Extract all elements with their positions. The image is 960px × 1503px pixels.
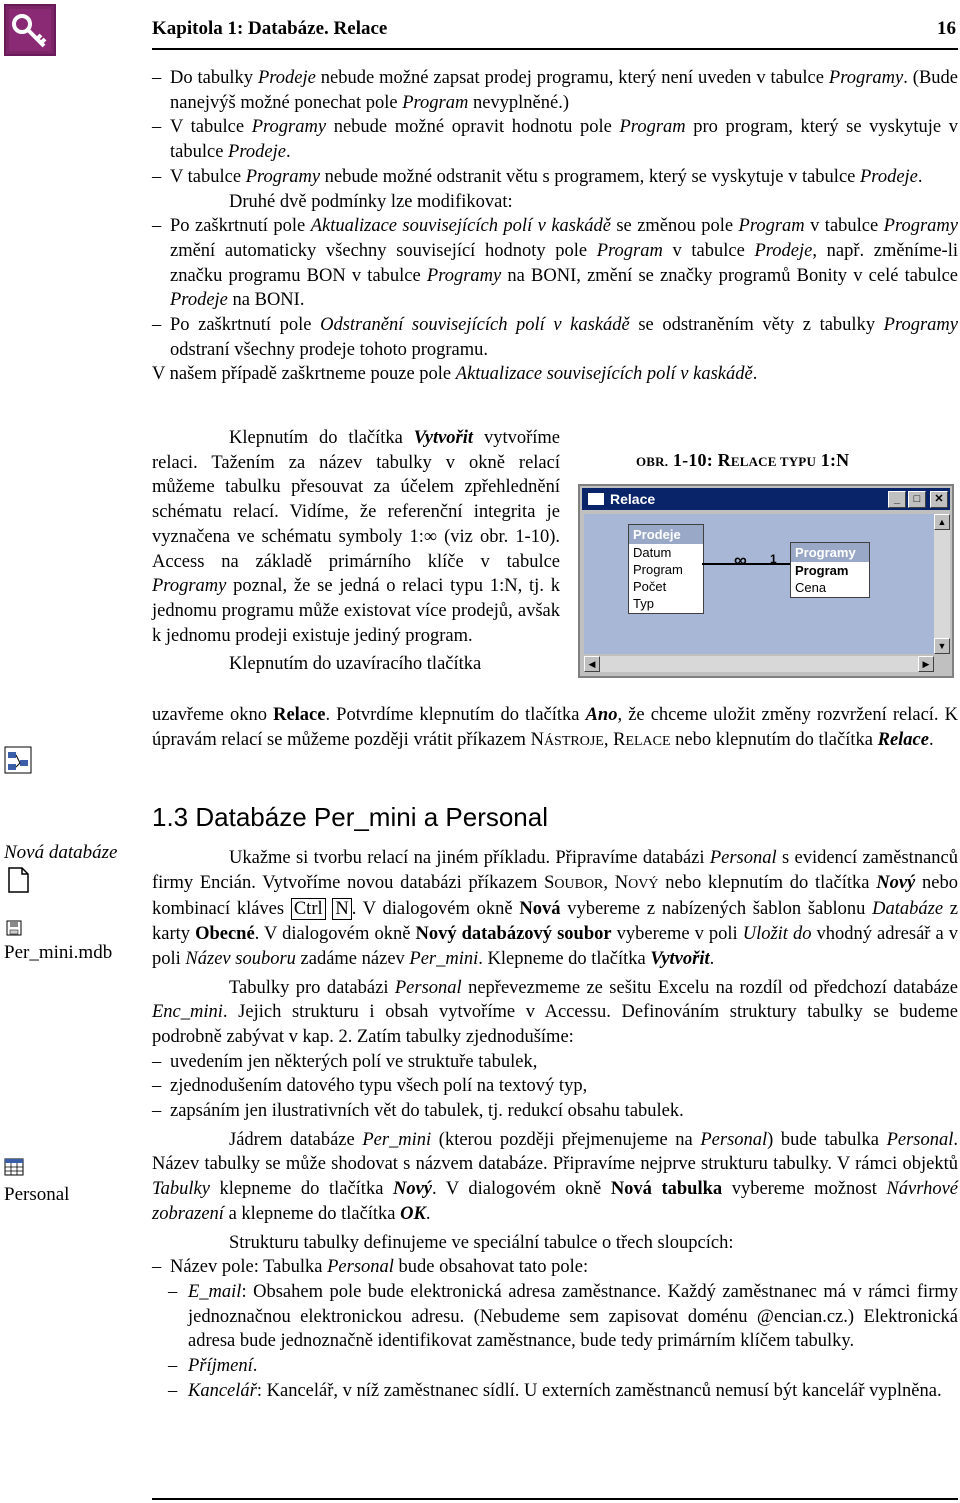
field-item: Cena — [795, 580, 827, 595]
page-header — [152, 18, 958, 50]
relationships-window — [578, 484, 954, 678]
footer-rule — [152, 1498, 958, 1500]
window-app-icon — [588, 493, 604, 505]
scroll-left-icon[interactable]: ◀ — [584, 656, 600, 672]
chapter-title: Kapitola 1: Databáze. Relace — [152, 18, 388, 39]
relationship-line[interactable] — [702, 554, 792, 574]
new-document-icon — [4, 866, 32, 894]
maximize-icon[interactable]: □ — [908, 491, 926, 508]
file-name-label: Per_mini.mdb — [4, 942, 113, 963]
table-box-title: Programy — [791, 543, 869, 562]
body-text-top: – Do tabulky Prodeje nebude možné zapsat prodej programu, který není uveden v tabulce Programy. (Bude nanejvýš možné ponechat pole Program nevyplněné.) – V tabulce Programy nebude možné opravit hodnotu pole Program pro program, který se vyskytuje v tabulce Prodeje. – V tabulce Programy nebude možné odstranit větu s programem, který se vyskytuje v tabulce Prodeje. Druhé dvě podmínky lze modifikovat: – Po zaškrtnutí pole Aktualizace souvisejících polí v kaskádě se změnou pole Program v tabulce Programy změní automaticky všechny související hodnoty pole Program v tabulce Prodeje, např. změníme-li značku programu BON v tabulce Programy na BONI, změní se značky programů Bonity v celé tabulce Prodeje na BONI. – Po zaškrtnutí pole Odstranění souvisejících polí v kaskádě se odstraněním věty z tabulky Programy odstraní všechny prodeje tohoto programu. V našem případě zaškrtneme pouze pole Aktualizace souvisejících polí v kaskádě. — [152, 66, 958, 387]
field-item: Program — [633, 562, 683, 577]
page-number: 16 — [937, 18, 956, 39]
scroll-right-icon[interactable]: ▶ — [918, 656, 934, 672]
window-title: Relace — [610, 491, 656, 507]
scroll-down-icon[interactable]: ▼ — [934, 638, 950, 654]
new-database-label: Nová databáze — [4, 842, 118, 863]
table-box-programy[interactable] — [790, 542, 870, 598]
access-logo-icon — [4, 4, 56, 56]
table-icon — [4, 1158, 24, 1176]
horizontal-scrollbar[interactable] — [584, 656, 934, 672]
field-item: Počet — [633, 579, 667, 594]
section-title: 1.3 Databáze Per_mini a Personal — [152, 802, 549, 832]
one-symbol: 1 — [770, 552, 777, 566]
minimize-icon[interactable]: _ — [888, 491, 906, 508]
table-box-prodeje[interactable] — [628, 524, 704, 614]
field-item: Typ — [633, 596, 654, 611]
many-symbol: ∞ — [734, 550, 747, 570]
figure-caption: OBR. 1-10: RELACE TYPU 1:N — [636, 450, 850, 470]
table-box-title: Prodeje — [629, 525, 703, 544]
close-icon[interactable]: ✕ — [930, 491, 948, 508]
table-name-label: Personal — [4, 1184, 70, 1205]
scroll-up-icon[interactable]: ▲ — [934, 514, 950, 530]
window-titlebar — [582, 488, 950, 510]
field-item: Datum — [633, 545, 672, 560]
save-disk-icon — [6, 920, 22, 936]
body-text-after-figure: uzavřeme okno Relace. Potvrdíme klepnutím do tlačítka Ano, že chceme uložit změny rozvržení relací. K úpravám relací se můžeme později vrátit příkazem NÁSTROJE, RELACE nebo klepnutím do tlačítka Relace. — [152, 705, 958, 750]
relationships-canvas[interactable] — [584, 514, 934, 654]
vertical-scrollbar[interactable] — [934, 514, 950, 654]
body-text-figure-side: Klepnutím do tlačítka Vytvořit vytvoříme relaci. Tažením za název tabulky v okně relací můžeme tabulku přesouvat za účelem zpřehlednění schématu relací. Vidíme, že referenční integrita je vyznačena ve schématu symboly 1:∞ (viz obr. 1-10). Access na základě primárního klíče v tabulce Programy poznal, že se jedná o relaci typu 1:N, tj. k jednomu programu může existovat více prodejů, avšak k jednomu prodeji existuje jediný program. Klepnutím do uzavíracího tlačítka — [152, 428, 560, 675]
relationships-icon — [4, 746, 32, 774]
body-text-bottom: Ukažme si tvorbu relací na jiném příkladu. Připravíme databázi Personal s evidencí zaměstnanců firmy Encián. Vytvoříme novou databázi příkazem SOUBOR, NOVÝ nebo klepnutím do tlačítka Nový nebo kombinací kláves Ctrl N . V dialogovém okně Nová vybereme z nabízených šablon šablonu Databáze z karty Obecné. V dialogovém okně Nový databázový soubor vybereme v poli Uložit do vhodný adresář a v poli Název souboru zadáme název Per_mini. Klepneme do tlačítka Vytvořit. Tabulky pro databázi Personal nepřevezmeme ze sešitu Excelu na rozdíl od předchozí databáze Enc_mini. Jejich strukturu i obsah vytvoříme v Accessu. Definováním struktury tabulky se budeme podrobně zabývat v kap. 2. Zatím tabulky zjednodušíme: – uvedením jen některých polí ve struktuře tabulek, – zjednodušením datového typu všech polí na textový typ, – zapsáním jen ilustrativních vět do tabulek, tj. redukcí obsahu tabulek. Jádrem databáze Per_mini (kterou později přejmenujeme na Personal) bude tabulka Personal. Název tabulky se může shodovat s názvem databáze. Připravíme nejprve strukturu tabulky. V rámci objektů Tabulky klepneme do tlačítka Nový. V dialogovém okně Nová tabulka vybereme možnost Návrhové zobrazení a klepneme do tlačítka OK. Strukturu tabulky definujeme ve speciální tabulce o třech sloupcích: – Název pole: Tabulka Personal bude obsahovat tato pole: – E_mail: Obsahem pole bude elektronická adresa zaměstnance. Každý zaměstnanec má v rámci firmy jednoznačnou elektronickou adresu. (Nebudeme sem zapisovat doménu @encian.cz.) Elektronická adresa bude jednoznačně identifikovat zaměstnance, bude tedy primárním klíčem tabulky. – Příjmení. – Kancelář: Kancelář, v níž zaměstnanec sídlí. U externích zaměstnanců nemusí být kancelář vyplněna. — [152, 846, 958, 1403]
primary-key-field: Program — [795, 563, 849, 578]
